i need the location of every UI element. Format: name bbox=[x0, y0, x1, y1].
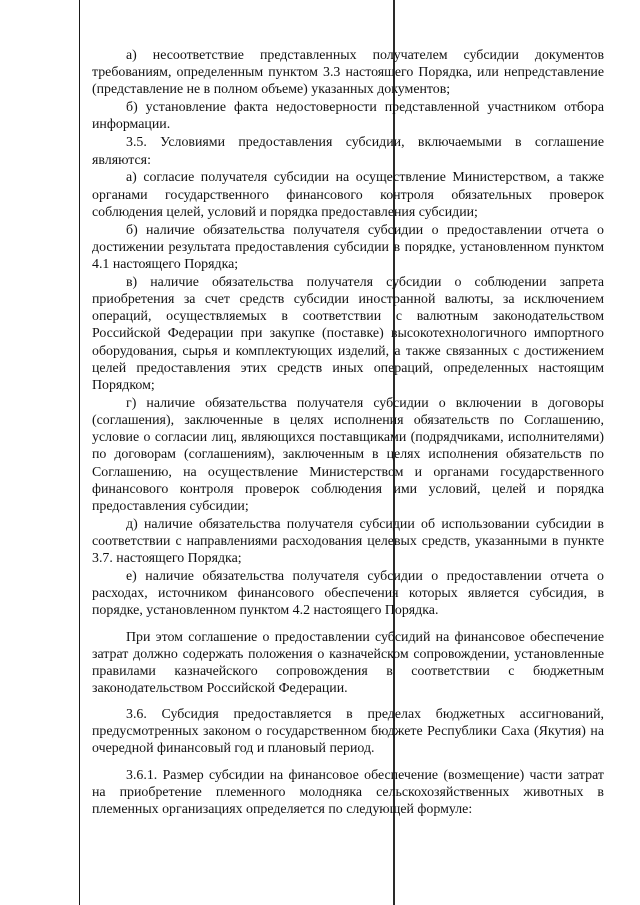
paragraph-3-5-a: а) согласие получателя субсидии на осуществление Министерством, а также органами государственного финансового контроля обязательных проверок соблюдения целей, условий и порядка предоставления субсидии; bbox=[92, 170, 604, 220]
paragraph-3-5-v: в) наличие обязательства получателя субсидии о соблюдении запрета приобретения за счет средств субсидии иностранной валюты, за исключением операций, осуществляемых в соответствии с валютным законодательством Российской Федерации при закупке (поставке) высокотехнологичного импортного оборудования, сырья и комплектующих изделий, а также связанных с достижением целей предоставления этих средств иных операций, определенных настоящим Порядком; bbox=[92, 275, 604, 393]
paragraph-b-false-info: б) установление факта недостоверности представленной участником отбора информации. bbox=[92, 100, 604, 133]
paragraph-3-6-1: 3.6.1. Размер субсидии на финансовое обеспечение (возмещение) части затрат на приобретение племенного молодняка сельскохозяйственных животных в племенных организациях определяется по следующей формуле: bbox=[92, 767, 604, 817]
paragraph-3-5-heading: 3.5. Условиями предоставления субсидии, включаемыми в соглашение являются: bbox=[92, 135, 604, 168]
paragraph-treasury-support: При этом соглашение о предоставлении субсидий на финансовое обеспечение затрат должно содержать положения о казначейском сопровождении, установленные правилами казначейского сопровождения в соответствии с бюджетным законодательством Российской Федерации. bbox=[92, 629, 604, 696]
document-body bbox=[92, 47, 604, 818]
paragraph-3-6: 3.6. Субсидия предоставляется в пределах бюджетных ассигнований, предусмотренных законом о государственном бюджете Республики Саха (Якутия) на очередной финансовый год и плановый период. bbox=[92, 707, 604, 757]
left-margin-rule bbox=[79, 0, 80, 905]
paragraph-3-5-g: г) наличие обязательства получателя субсидии о включении в договоры (соглашения), заключенные в целях исполнения обязательств по Соглашению, условие о согласии лиц, являющихся поставщиками (подрядчиками, исполнителями) по договорам (соглашениям), заключенным в целях исполнения обязательств по Соглашению, на осуществление Министерством и органами государственного финансового контроля проверок соблюдения ими условий, целей и порядка предоставления субсидии; bbox=[92, 395, 604, 514]
paragraph-3-5-b: б) наличие обязательства получателя субсидии о предоставлении отчета о достижении результата предоставления субсидии в порядке, установленном пунктом 4.1 настоящего Порядка; bbox=[92, 222, 604, 273]
paragraph-3-5-d: д) наличие обязательства получателя субсидии об использовании субсидии в соответствии с направлениями расходования целевых средств, указанными в пункте 3.7. настоящего Порядка; bbox=[92, 516, 604, 567]
paragraph-3-5-e: е) наличие обязательства получателя субсидии о предоставлении отчета о расходах, источником финансового обеспечения которых является субсидия, в порядке, установленном пунктом 4.2 настоящего Порядка. bbox=[92, 569, 604, 619]
paragraph-a-noncompliance: а) несоответствие представленных получателем субсидии документов требованиям, определенным пунктом 3.3 настоящего Порядка, или непредставление (представление не в полном объеме) указанных документов; bbox=[92, 48, 604, 98]
